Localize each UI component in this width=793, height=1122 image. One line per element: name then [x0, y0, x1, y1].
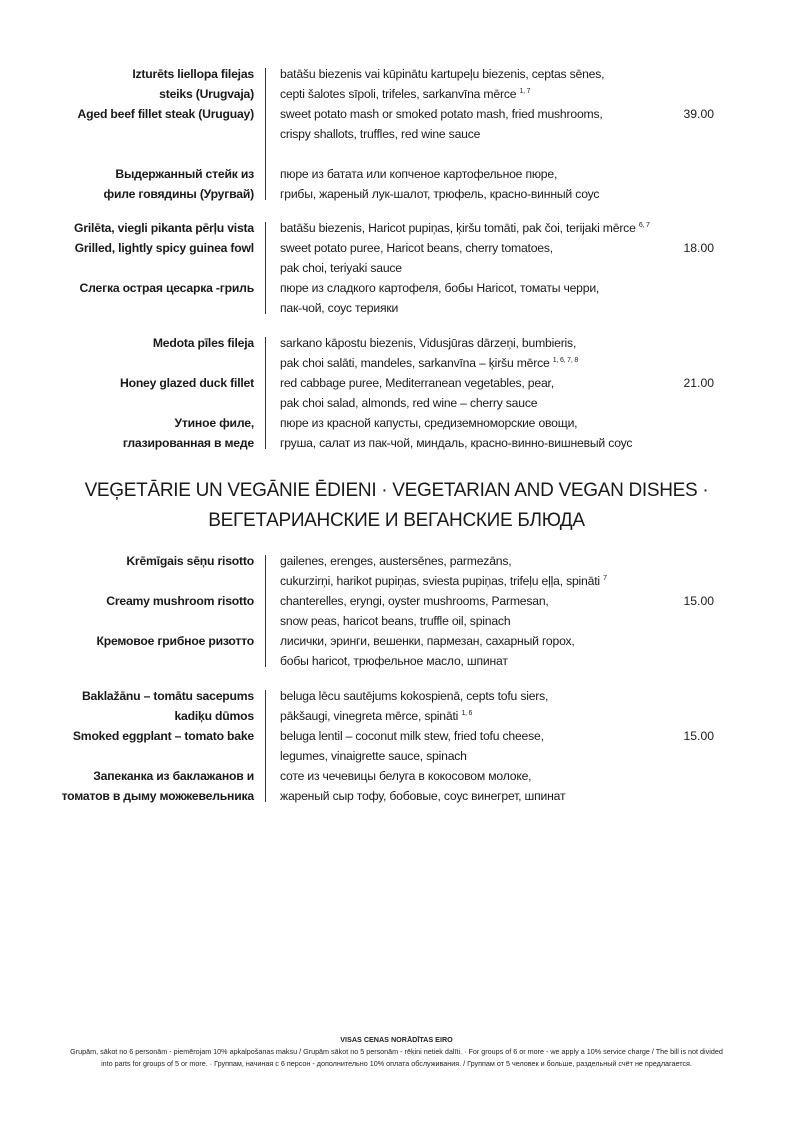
description-line: cepti šalotes sīpoli, trifeles, sarkanvīna mērce $^{1, 7}$ — [280, 87, 531, 101]
divider — [265, 555, 266, 667]
description-line: жареный сыр тофу, бобовые, соус винегрет, шпинат — [280, 789, 566, 803]
dish-name-line — [40, 746, 254, 766]
dish-name-line: глазированная в меде — [122, 436, 254, 450]
description-line: грибы, жареный лук-шалот, трюфель, красно-винный соус — [280, 187, 600, 201]
description-line: pak choi salāti, mandeles, sarkanvīna – ķiršu mērce $^{1, 6, 7, 8}$ — [280, 356, 579, 370]
dish-name-line — [40, 353, 254, 373]
divider — [265, 222, 266, 314]
section-heading-line: VEĢETĀRIE UN VEGĀNIE ĒDIENI · VEGETARIAN AND VEGAN DISHES · — [84, 480, 709, 501]
dish-name-line: Izturēts liellopa filejas — [132, 67, 254, 81]
allergen-codes: 1, 6 — [461, 710, 473, 717]
footer-line: Grupām, sākot no 6 personām - piemērojam 10% apkalpošanas maksu / Grupām sākot no 5 personām - rēķini netiek dalīti. · For groups of 6 or more - we apply a 10% service charge / The bill is not divided — [70, 1047, 723, 1056]
section-heading — [0, 476, 793, 536]
description-line: пюре из сладкого картофеля, бобы Haricot, томаты черри, — [280, 281, 600, 295]
description-line: sweet potato mash or smoked potato mash, fried mushrooms, — [280, 107, 603, 121]
description-line: лисички, эринги, вешенки, пармезан, сахарный горох, — [280, 634, 575, 648]
description-line: batāšu biezenis vai kūpinātu kartupeļu biezenis, ceptas sēnes, — [280, 67, 605, 81]
description-line: gailenes, erenges, austersēnes, parmezāns, — [280, 554, 512, 568]
description-line: pak choi, teriyaki sauce — [280, 261, 402, 275]
dish-name-line: Baklažānu – tomātu sacepums — [81, 689, 254, 703]
description-line: legumes, vinaigrette sauce, spinach — [280, 749, 467, 763]
dish-name-line: Grilled, lightly spicy guinea fowl — [74, 241, 254, 255]
dish-name-line: steiks (Urugvaja) — [159, 87, 254, 101]
dish-description — [280, 551, 660, 671]
dish-name-line — [40, 571, 254, 591]
dish-name-line: Honey glazed duck fillet — [119, 376, 254, 390]
description-line: crispy shallots, truffles, red wine sauce — [280, 127, 481, 141]
divider — [265, 337, 266, 449]
dish-names — [40, 551, 254, 651]
description-line: pak choi salad, almonds, red wine – cherry sauce — [280, 396, 538, 410]
description-line: beluga lentil – coconut milk stew, fried tofu cheese, — [280, 729, 544, 743]
dish-description — [280, 333, 660, 453]
dish-description — [280, 218, 660, 318]
dish-name-line: Утиное филе, — [174, 416, 254, 430]
allergen-codes: 7 — [603, 575, 607, 582]
description-line: red cabbage puree, Mediterranean vegetables, pear, — [280, 376, 554, 390]
dish-name-line: Krēmīgais sēņu risotto — [126, 554, 254, 568]
dish-name-line — [40, 393, 254, 413]
description-line: пюре из батата или копченое картофельное пюре, — [280, 167, 558, 181]
dish-name-line — [40, 124, 254, 144]
dish-price: 21.00 — [683, 376, 714, 390]
dish-description — [280, 64, 660, 204]
dish-names — [40, 686, 254, 806]
dish-price: 18.00 — [683, 241, 714, 255]
description-line: cukurzirņi, harikot pupiņas, sviesta pupiņas, trifeļu eļļa, spināti $^7$ — [280, 574, 607, 588]
dish-name-line: Слегка острая цесарка -гриль — [79, 281, 254, 295]
dish-name-line: Aged beef fillet steak (Uruguay) — [77, 107, 254, 121]
dish-description — [280, 686, 660, 806]
description-line: соте из чечевицы белуга в кокосовом молоке, — [280, 769, 532, 783]
description-line: груша, салат из пак-чой, миндаль, красно-винно-вишневый соус — [280, 436, 633, 450]
divider — [265, 68, 266, 200]
dish-name-line: Medota pīles fileja — [152, 336, 254, 350]
dish-price: 39.00 — [683, 107, 714, 121]
description-line: snow peas, haricot beans, truffle oil, spinach — [280, 614, 511, 628]
dish-name-line — [40, 144, 254, 164]
divider — [265, 690, 266, 802]
description-line — [280, 144, 660, 164]
description-line: sweet potato puree, Haricot beans, cherry tomatoes, — [280, 241, 553, 255]
dish-name-line — [40, 611, 254, 631]
dish-names — [40, 333, 254, 453]
dish-names — [40, 218, 254, 298]
description-line: пюре из красной капусты, средиземноморские овощи, — [280, 416, 578, 430]
dish-name-line: Запеканка из баклажанов и — [93, 769, 254, 783]
dish-name-line: Creamy mushroom risotto — [106, 594, 254, 608]
dish-price: 15.00 — [683, 729, 714, 743]
dish-names — [40, 64, 254, 204]
description-line: beluga lēcu sautējums kokospienā, cepts tofu siers, — [280, 689, 549, 703]
dish-name-line: Кремовое грибное ризотто — [96, 634, 254, 648]
section-heading-line: ВЕГЕТАРИАНСКИЕ И ВЕГАНСКИЕ БЛЮДА — [208, 510, 585, 531]
description-line: pākšaugi, vinegreta mērce, spināti $^{1, 6}$ — [280, 709, 473, 723]
footer-title: VISAS CENAS NORĀDĪTAS EIRO — [340, 1035, 453, 1044]
dish-name-line — [40, 258, 254, 278]
description-line: sarkano kāpostu biezenis, Vidusjūras dārzeņi, bumbieris, — [280, 336, 577, 350]
dish-price: 15.00 — [683, 594, 714, 608]
dish-name-line: филе говядины (Уругвай) — [103, 187, 254, 201]
description-line: chanterelles, eryngi, oyster mushrooms, Parmesan, — [280, 594, 549, 608]
description-line: пак-чой, соус терияки — [280, 301, 399, 315]
dish-name-line: томатов в дыму можжевельника — [61, 789, 254, 803]
description-line: бобы haricot, трюфельное масло, шпинат — [280, 654, 508, 668]
allergen-codes: 1, 7 — [519, 88, 531, 95]
dish-name-line: Выдержанный стейк из — [115, 167, 254, 181]
allergen-codes: 6, 7 — [638, 222, 650, 229]
dish-name-line: kadiķu dūmos — [174, 709, 254, 723]
description-line: batāšu biezenis, Haricot pupiņas, ķiršu tomāti, pak čoi, terijaki mērce $^{6, 7}$ — [280, 221, 650, 235]
footer-notice — [60, 1034, 733, 1070]
dish-name-line: Smoked eggplant – tomato bake — [72, 729, 254, 743]
dish-name-line: Grilēta, viegli pikanta pērļu vista — [74, 221, 254, 235]
footer-line: into parts for groups of 5 or more. · Группам, начиная с 6 персон - дополнительно 10% оплата обслуживания. / Группам от 5 человек и больше, раздельный счёт не предлагается. — [101, 1059, 692, 1068]
allergen-codes: 1, 6, 7, 8 — [552, 357, 579, 364]
